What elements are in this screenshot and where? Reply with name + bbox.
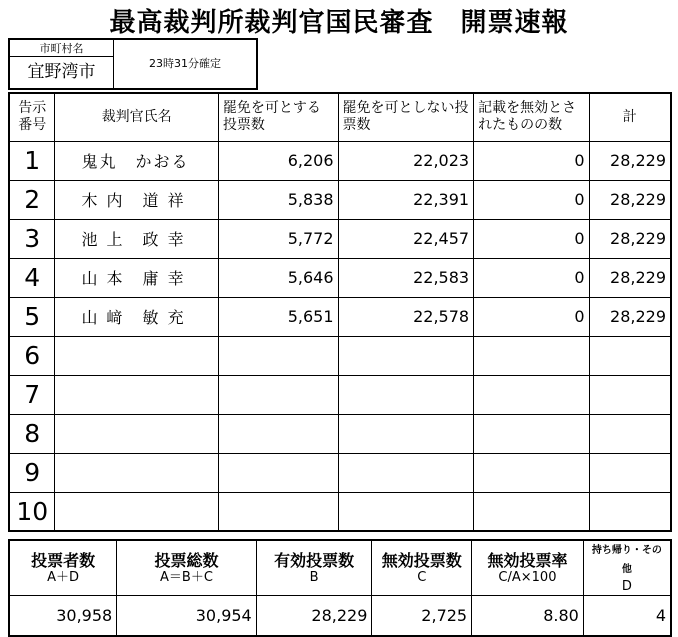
table-row xyxy=(9,336,671,375)
dismiss-no-count xyxy=(338,414,474,453)
invalid-rate-formula: C/A×100 xyxy=(498,569,557,585)
judge-name xyxy=(55,492,218,531)
invalid-count xyxy=(474,492,589,531)
judge-name: 木 内 道 祥 xyxy=(55,180,218,219)
results-header-row xyxy=(9,93,671,141)
col-name-header: 裁判官氏名 xyxy=(55,93,218,141)
judge-name: 鬼丸 かおる xyxy=(55,141,218,180)
invalid-count: 0 xyxy=(474,258,589,297)
dismiss-no-count xyxy=(338,336,474,375)
dismiss-no-count xyxy=(338,453,474,492)
invalid-rate-label: 無効投票率 xyxy=(487,550,568,570)
table-row xyxy=(9,453,671,492)
table-row xyxy=(9,141,671,180)
invalid-rate-header xyxy=(472,540,584,596)
valid-header xyxy=(256,540,372,596)
table-row xyxy=(9,180,671,219)
dismiss-yes-count xyxy=(218,336,338,375)
voters-label: 投票者数 xyxy=(31,550,96,570)
dismiss-yes-count xyxy=(218,492,338,531)
voters-formula: A＋D xyxy=(47,569,80,585)
row-number: 2 xyxy=(9,180,55,219)
header-box xyxy=(8,38,258,90)
row-total: 28,229 xyxy=(589,180,671,219)
row-number: 8 xyxy=(9,414,55,453)
results-table xyxy=(8,92,672,532)
row-total xyxy=(589,453,671,492)
table-row xyxy=(9,219,671,258)
valid-formula: B xyxy=(309,569,319,585)
row-total: 28,229 xyxy=(589,219,671,258)
judge-name: 池 上 政 幸 xyxy=(55,219,218,258)
table-row xyxy=(9,297,671,336)
invalid-count: 0 xyxy=(474,297,589,336)
invalid-count xyxy=(474,375,589,414)
dismiss-yes-count: 5,772 xyxy=(218,219,338,258)
invalid-formula: C xyxy=(417,569,427,585)
row-total: 28,229 xyxy=(589,258,671,297)
table-row xyxy=(9,375,671,414)
total-ballots-header xyxy=(117,540,257,596)
row-total xyxy=(589,375,671,414)
taken-home-label: 持ち帰り・その他 xyxy=(591,545,662,575)
total-ballots-value: 30,954 xyxy=(117,596,257,636)
table-row xyxy=(9,414,671,453)
table-row xyxy=(9,492,671,531)
dismiss-no-count xyxy=(338,375,474,414)
invalid-header xyxy=(372,540,472,596)
judge-name: 山 本 庸 幸 xyxy=(55,258,218,297)
row-number: 10 xyxy=(9,492,55,531)
page-title: 最高裁判所裁判官国民審査 開票速報 xyxy=(109,8,569,38)
taken-home-value: 4 xyxy=(583,596,671,636)
judge-name xyxy=(55,375,218,414)
col-total-header: 計 xyxy=(589,93,671,141)
invalid-count: 0 xyxy=(474,219,589,258)
table-row xyxy=(9,258,671,297)
dismiss-no-count: 22,391 xyxy=(338,180,474,219)
col-dismiss-yes-header: 罷免を可とする投票数 xyxy=(218,93,338,141)
summary-header-row xyxy=(9,540,671,596)
row-number: 4 xyxy=(9,258,55,297)
row-number: 3 xyxy=(9,219,55,258)
dismiss-yes-count: 5,651 xyxy=(218,297,338,336)
col-dismiss-no-header: 罷免を可としない投票数 xyxy=(338,93,474,141)
summary-table xyxy=(8,539,672,637)
invalid-count xyxy=(474,453,589,492)
valid-value: 28,229 xyxy=(256,596,372,636)
dismiss-yes-count: 6,206 xyxy=(218,141,338,180)
row-number: 9 xyxy=(9,453,55,492)
row-total: 28,229 xyxy=(589,297,671,336)
dismiss-yes-count xyxy=(218,453,338,492)
dismiss-yes-count xyxy=(218,414,338,453)
invalid-rate-value: 8.80 xyxy=(472,596,584,636)
dismiss-no-count: 22,583 xyxy=(338,258,474,297)
invalid-count: 0 xyxy=(474,141,589,180)
col-invalid-header: 記載を無効とされたものの数 xyxy=(474,93,589,141)
row-number: 7 xyxy=(9,375,55,414)
row-number: 5 xyxy=(9,297,55,336)
row-total xyxy=(589,492,671,531)
dismiss-no-count xyxy=(338,492,474,531)
judge-name: 山 﨑 敏 充 xyxy=(55,297,218,336)
dismiss-yes-count: 5,646 xyxy=(218,258,338,297)
judge-name xyxy=(55,336,218,375)
row-total: 28,229 xyxy=(589,141,671,180)
judge-name xyxy=(55,414,218,453)
row-total xyxy=(589,414,671,453)
dismiss-no-count: 22,457 xyxy=(338,219,474,258)
dismiss-no-count: 22,578 xyxy=(338,297,474,336)
invalid-label: 無効投票数 xyxy=(381,550,462,570)
judge-name xyxy=(55,453,218,492)
row-total xyxy=(589,336,671,375)
invalid-count: 0 xyxy=(474,180,589,219)
taken-home-header xyxy=(583,540,671,596)
row-number: 1 xyxy=(9,141,55,180)
voters-header xyxy=(9,540,117,596)
status-text: 23時31分確定 xyxy=(149,57,221,70)
municipality-name: 宜野湾市 xyxy=(10,57,114,88)
dismiss-yes-count xyxy=(218,375,338,414)
voters-value: 30,958 xyxy=(9,596,117,636)
invalid-count xyxy=(474,414,589,453)
dismiss-no-count: 22,023 xyxy=(338,141,474,180)
valid-label: 有効投票数 xyxy=(274,550,355,570)
taken-home-formula: D xyxy=(621,579,632,594)
total-ballots-label: 投票総数 xyxy=(154,550,219,570)
municipality-label: 市町村名 xyxy=(10,40,114,57)
row-number: 6 xyxy=(9,336,55,375)
invalid-count xyxy=(474,336,589,375)
dismiss-yes-count: 5,838 xyxy=(218,180,338,219)
total-ballots-formula: A＝B＋C xyxy=(160,569,213,585)
summary-value-row xyxy=(9,596,671,636)
col-number-header: 告示番号 xyxy=(9,93,55,141)
invalid-value: 2,725 xyxy=(372,596,472,636)
